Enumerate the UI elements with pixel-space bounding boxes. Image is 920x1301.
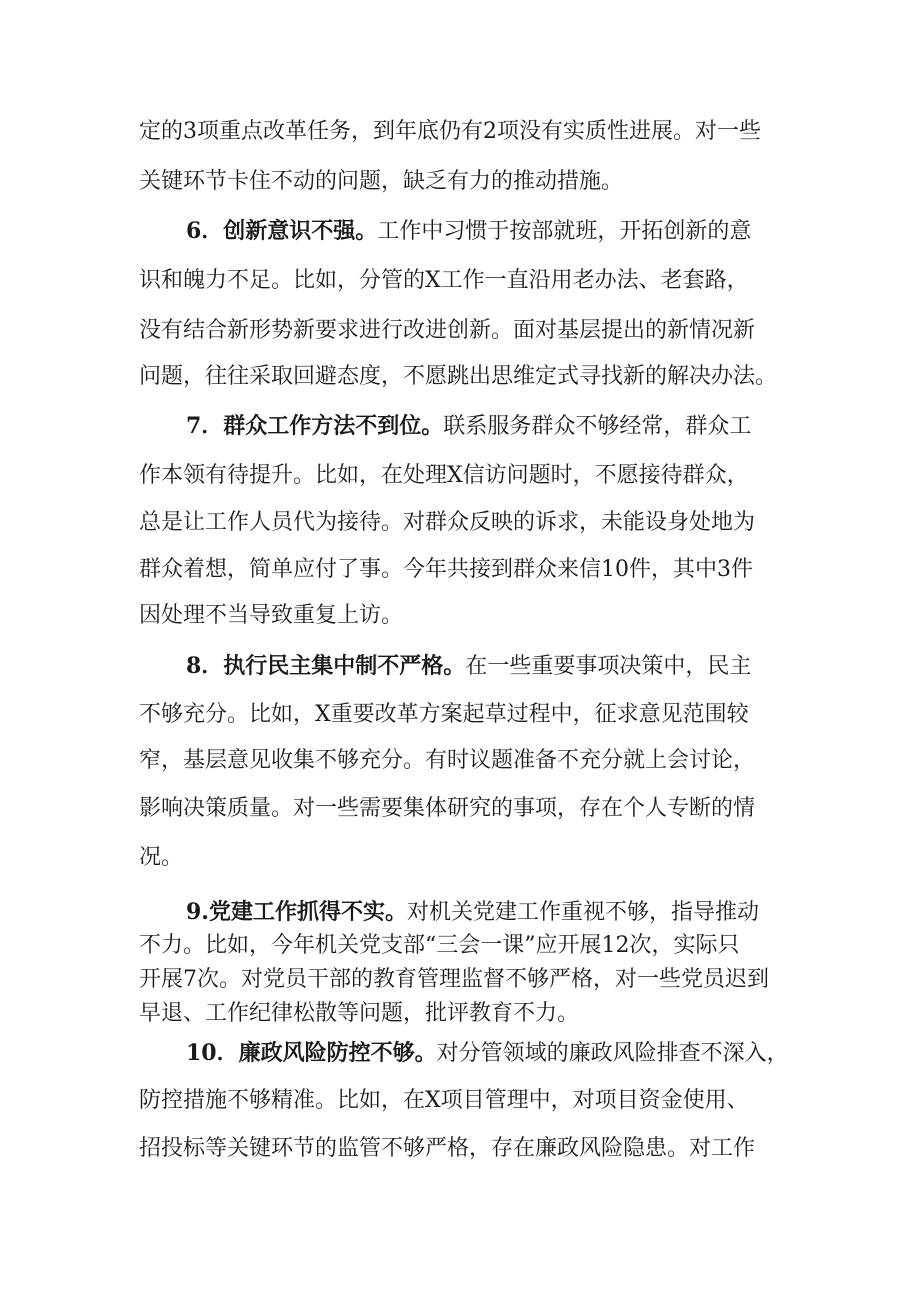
paragraph-line: 招投标等关键环节的监管不够严格，存在廉政风险隐患。对工作 (139, 1136, 756, 1161)
paragraph-line: 窄，基层意见收集不够充分。有时议题准备不充分就上会讨论， (139, 748, 756, 773)
paragraph-first-line (186, 651, 751, 681)
paragraph-line: 影响决策质量。对一些需要集体研究的事项，存在个人专断的情 (139, 796, 756, 821)
paragraph-line: 问题，往往采取回避态度，不愿跳出思维定式寻找新的解决办法。 (139, 364, 778, 389)
paragraph-line: 群众着想，简单应付了事。今年共接到群众来信10件，其中3件 (139, 557, 753, 582)
paragraph-line: 开展7次。对党员干部的教育管理监督不够严格，对一些党员迟到 (139, 967, 769, 992)
paragraph-line: 定的3项重点改革任务，到年底仍有2项没有实质性进展。对一些 (139, 119, 761, 144)
item-6-heading: 6．创新意识不强。 (186, 218, 378, 244)
paragraph-first-line (186, 411, 751, 441)
item-7-heading: 7．群众工作方法不到位。 (186, 413, 444, 439)
paragraph-line: 况。 (139, 845, 184, 870)
item-9-heading: 9.党建工作抓得不实。 (186, 899, 407, 925)
paragraph-text: 在一些重要事项决策中，民主 (465, 654, 752, 679)
paragraph-text: 对分管领域的廉政风险排查不深入， (436, 1041, 789, 1066)
paragraph-line: 不够充分。比如，X重要改革方案起草过程中，征求意见范围较 (139, 702, 749, 727)
paragraph-text: 对机关党建工作重视不够，指导推动 (406, 900, 759, 925)
paragraph-first-line (186, 897, 759, 927)
paragraph-line: 识和魄力不足。比如，分管的X工作一直沿用老办法、老套路， (139, 268, 749, 293)
paragraph-text: 联系服务群众不够经常，群众工 (443, 414, 752, 439)
paragraph-first-line (186, 216, 751, 246)
paragraph-line: 作本领有待提升。比如，在处理X信访问题时，不愿接待群众， (139, 463, 749, 488)
paragraph-line: 不力。比如，今年机关党支部“三会一课”应开展12次，实际只 (139, 933, 740, 958)
paragraph-line: 关键环节卡住不动的问题，缺乏有力的推动措施。 (139, 169, 624, 194)
paragraph-line: 没有结合新形势新要求进行改进创新。面对基层提出的新情况新 (139, 318, 756, 343)
item-8-heading: 8．执行民主集中制不严格。 (186, 653, 466, 679)
item-10-heading: 10．廉政风险防控不够。 (186, 1040, 437, 1066)
paragraph-line: 总是让工作人员代为接待。对群众反映的诉求，未能设身处地为 (139, 510, 756, 535)
paragraph-line: 因处理不当导致重复上访。 (139, 603, 404, 628)
paragraph-text: 工作中习惯于按部就班，开拓创新的意 (377, 219, 752, 244)
paragraph-first-line (186, 1038, 789, 1068)
paragraph-line: 早退、工作纪律松散等问题，批评教育不力。 (139, 1001, 580, 1026)
paragraph-line: 防控措施不够精准。比如，在X项目管理中，对项目资金使用、 (139, 1088, 749, 1113)
